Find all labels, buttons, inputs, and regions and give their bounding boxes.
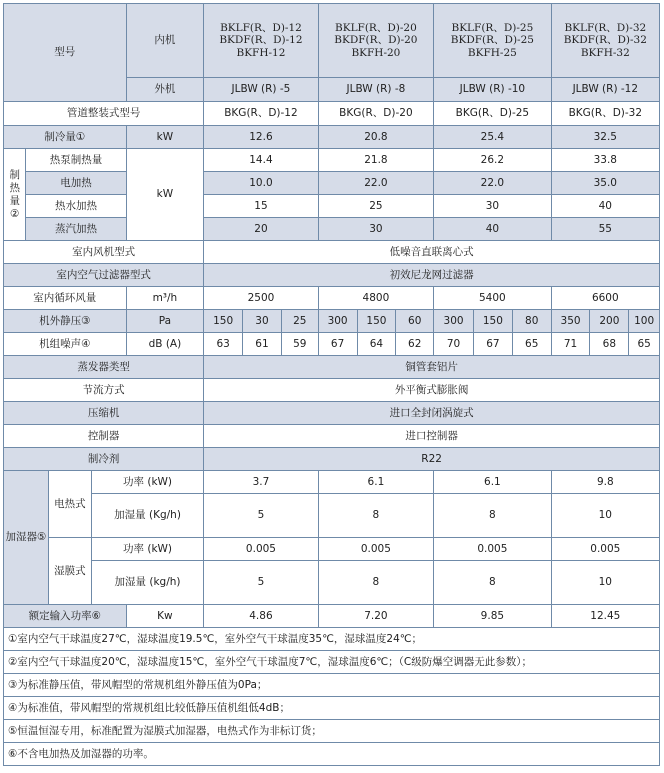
duct-model-value: BKG(R、D)-25	[434, 102, 552, 126]
noise-value: 65	[629, 333, 660, 356]
duct-model-label: 管道整装式型号	[4, 102, 204, 126]
indoor-model-cell	[551, 4, 659, 78]
static-pressure-value: 25	[281, 310, 318, 333]
throttle-label: 节流方式	[4, 379, 204, 402]
noise-value: 63	[204, 333, 243, 356]
cooling-value: 25.4	[434, 126, 552, 149]
refrigerant-label: 制冷剂	[4, 448, 204, 471]
footnote-1: ①室内空气干球温度27℃，湿球温度19.5℃，室外空气干球温度35℃，湿球温度24℃；	[4, 628, 660, 651]
noise-value: 62	[396, 333, 434, 356]
cooling-value: 32.5	[551, 126, 659, 149]
heating-value: 21.8	[318, 149, 433, 172]
footnote-3: ③为标准静压值，带风帽型的常规机组外静压值为0Pa；	[4, 674, 660, 697]
noise-value: 65	[512, 333, 551, 356]
noise-value: 70	[434, 333, 474, 356]
static-pressure-value: 100	[629, 310, 660, 333]
heating-unit: kW	[126, 149, 204, 241]
static-pressure-value: 60	[396, 310, 434, 333]
airflow-value: 2500	[204, 287, 318, 310]
indoor-model-line: BKDF(R、D)-12	[219, 34, 303, 47]
humidifier-electric-power: 6.1	[434, 471, 552, 494]
indoor-model-line: BKLF(R、D)-25	[451, 22, 534, 35]
heating-value: 10.0	[204, 172, 318, 195]
heating-value: 25	[318, 195, 433, 218]
outdoor-model: JLBW (R) -10	[434, 78, 552, 102]
cooling-unit: kW	[126, 126, 204, 149]
humidifier-electric-amount: 10	[551, 494, 659, 538]
filter-type-value: 初效尼龙网过滤器	[204, 264, 660, 287]
indoor-model-line: BKFH-20	[351, 46, 401, 59]
heating-label-text: 制热量②	[9, 168, 20, 220]
static-pressure-value: 300	[318, 310, 357, 333]
rated-power-value: 9.85	[434, 605, 552, 628]
refrigerant-value: R22	[204, 448, 660, 471]
airflow-value: 6600	[551, 287, 659, 310]
humidifier-membrane-amount-text: 加湿量 (kg/h)	[114, 576, 181, 588]
humidifier-membrane-power: 0.005	[434, 538, 552, 561]
humidifier-electric-amount-label	[91, 494, 203, 538]
heating-value: 15	[204, 195, 318, 218]
footnote-2: ②室内空气干球温度20℃，湿球温度15℃，室外空气干球温度7℃，湿球温度6℃；（C级防爆空调器无此参数）；	[4, 651, 660, 674]
heating-value: 22.0	[434, 172, 552, 195]
humidifier-electric-amount: 8	[434, 494, 552, 538]
airflow-unit: m³/h	[126, 287, 204, 310]
duct-model-value: BKG(R、D)-12	[204, 102, 318, 126]
rated-power-value: 12.45	[551, 605, 659, 628]
duct-model-value: BKG(R、D)-20	[318, 102, 433, 126]
humidifier-membrane-power-label: 功率 (kW)	[91, 538, 203, 561]
heating-label	[4, 149, 26, 241]
static-pressure-value: 300	[434, 310, 474, 333]
static-pressure-label: 机外静压③	[4, 310, 127, 333]
static-pressure-value: 80	[512, 310, 551, 333]
noise-unit: dB (A)	[126, 333, 204, 356]
indoor-model-line: BKLF(R、D)-12	[220, 22, 302, 35]
humidifier-membrane-amount: 8	[434, 561, 552, 605]
noise-label: 机组噪声④	[4, 333, 127, 356]
indoor-model-line: BKFH-25	[467, 46, 517, 59]
fan-type-label: 室内风机型式	[4, 241, 204, 264]
heating-value: 14.4	[204, 149, 318, 172]
noise-value: 71	[551, 333, 590, 356]
heating-row-label: 蒸汽加热	[26, 218, 126, 241]
model-label: 型号	[4, 4, 127, 102]
static-pressure-value: 350	[551, 310, 590, 333]
airflow-value: 5400	[434, 287, 552, 310]
static-pressure-value: 150	[204, 310, 243, 333]
static-pressure-value: 150	[473, 310, 512, 333]
heating-row-label: 热泵制热量	[26, 149, 126, 172]
heating-value: 26.2	[434, 149, 552, 172]
indoor-model-line: BKDF(R、D)-20	[334, 34, 418, 47]
humidifier-electric-label: 电热式	[48, 471, 91, 538]
indoor-model-line: BKLF(R、D)-32	[564, 22, 647, 35]
evaporator-value: 铜管套铝片	[204, 356, 660, 379]
humidifier-electric-power: 6.1	[318, 471, 433, 494]
throttle-value: 外平衡式膨胀阀	[204, 379, 660, 402]
indoor-model-cell	[434, 4, 552, 78]
humidifier-membrane-label: 湿膜式	[48, 538, 91, 605]
evaporator-label: 蒸发器类型	[4, 356, 204, 379]
filter-type-label: 室内空气过滤器型式	[4, 264, 204, 287]
outdoor-model: JLBW (R) -12	[551, 78, 659, 102]
humidifier-electric-amount: 8	[318, 494, 433, 538]
rated-power-value: 7.20	[318, 605, 433, 628]
heating-value: 40	[434, 218, 552, 241]
heating-row-label: 电加热	[26, 172, 126, 195]
cooling-value: 12.6	[204, 126, 318, 149]
spec-table	[3, 3, 660, 766]
airflow-value: 4800	[318, 287, 433, 310]
compressor-value: 进口全封闭涡旋式	[204, 402, 660, 425]
rated-power-label: 额定输入功率⑥	[4, 605, 127, 628]
heating-value: 40	[551, 195, 659, 218]
indoor-label: 内机	[126, 4, 204, 78]
rated-power-value: 4.86	[204, 605, 318, 628]
indoor-model-line: BKFH-32	[580, 46, 630, 59]
indoor-model-cell	[204, 4, 318, 78]
heating-value: 30	[434, 195, 552, 218]
humidifier-electric-power: 9.8	[551, 471, 659, 494]
indoor-model-line: BKDF(R、D)-25	[450, 34, 534, 47]
humidifier-membrane-power: 0.005	[204, 538, 318, 561]
airflow-label: 室内循环风量	[4, 287, 127, 310]
outdoor-model: JLBW (R) -8	[318, 78, 433, 102]
humidifier-membrane-amount: 8	[318, 561, 433, 605]
static-pressure-value: 150	[357, 310, 396, 333]
footnote-6: ⑥不含电加热及加湿器的功率。	[4, 743, 660, 766]
humidifier-membrane-amount-label	[91, 561, 203, 605]
heating-value: 22.0	[318, 172, 433, 195]
cooling-label: 制冷量①	[4, 126, 127, 149]
humidifier-electric-power: 3.7	[204, 471, 318, 494]
humidifier-electric-power-label: 功率 (kW)	[91, 471, 203, 494]
humidifier-membrane-amount: 10	[551, 561, 659, 605]
humidifier-membrane-power: 0.005	[551, 538, 659, 561]
heating-value: 35.0	[551, 172, 659, 195]
noise-value: 67	[473, 333, 512, 356]
noise-value: 61	[243, 333, 282, 356]
humidifier-membrane-amount: 5	[204, 561, 318, 605]
noise-value: 59	[281, 333, 318, 356]
duct-model-value: BKG(R、D)-32	[551, 102, 659, 126]
indoor-model-line: BKLF(R、D)-20	[335, 22, 417, 35]
indoor-model-cell	[318, 4, 433, 78]
static-pressure-value: 30	[243, 310, 282, 333]
cooling-value: 20.8	[318, 126, 433, 149]
compressor-label: 压缩机	[4, 402, 204, 425]
footnote-4: ④为标准值，带风帽型的常规机组比较低静压值机组低4dB；	[4, 697, 660, 720]
controller-value: 进口控制器	[204, 425, 660, 448]
outdoor-model: JLBW (R) -5	[204, 78, 318, 102]
indoor-model-line: BKDF(R、D)-32	[563, 34, 647, 47]
indoor-model-line: BKFH-12	[236, 46, 286, 59]
heating-value: 33.8	[551, 149, 659, 172]
noise-value: 67	[318, 333, 357, 356]
controller-label: 控制器	[4, 425, 204, 448]
humidifier-electric-amount-text: 加湿量 (Kg/h)	[114, 509, 181, 521]
outdoor-label: 外机	[126, 78, 204, 102]
humidifier-membrane-power: 0.005	[318, 538, 433, 561]
static-pressure-unit: Pa	[126, 310, 204, 333]
rated-power-unit: Kw	[126, 605, 204, 628]
humidifier-label: 加湿器⑤	[4, 471, 49, 605]
heating-row-label: 热水加热	[26, 195, 126, 218]
footnote-5: ⑤恒温恒湿专用，标准配置为湿膜式加湿器，电热式作为非标订货；	[4, 720, 660, 743]
noise-value: 64	[357, 333, 396, 356]
humidifier-electric-amount: 5	[204, 494, 318, 538]
static-pressure-value: 200	[590, 310, 629, 333]
heating-value: 30	[318, 218, 433, 241]
fan-type-value: 低噪音直联离心式	[204, 241, 660, 264]
heating-value: 55	[551, 218, 659, 241]
noise-value: 68	[590, 333, 629, 356]
heating-value: 20	[204, 218, 318, 241]
